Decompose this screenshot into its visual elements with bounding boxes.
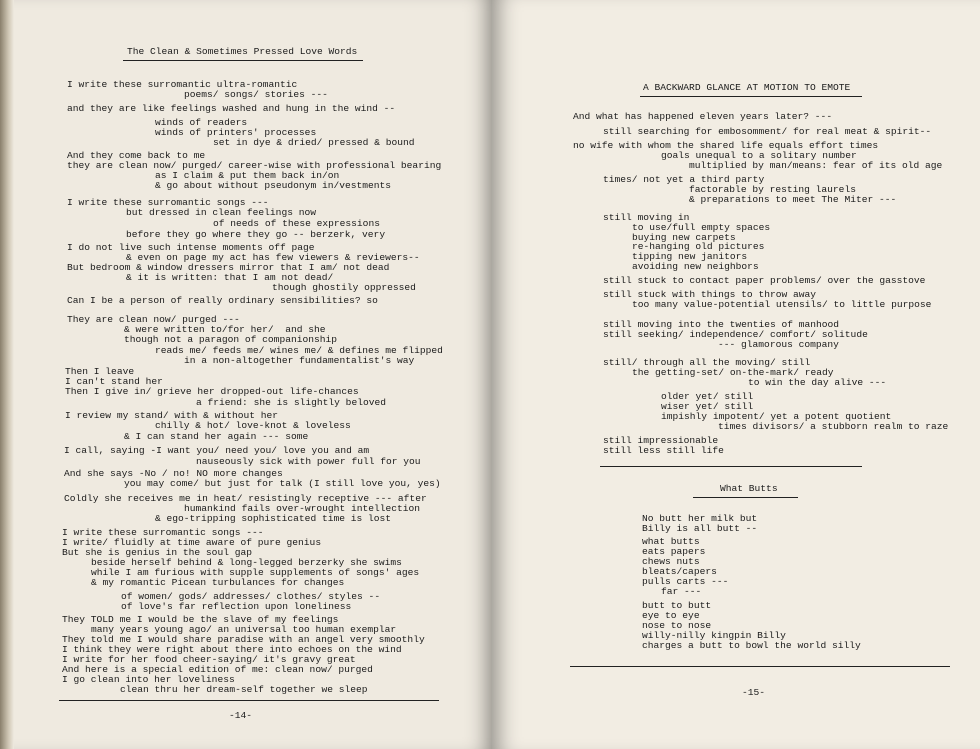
poem-line: & I can stand her again --- some <box>124 431 309 442</box>
poem-line: to win the day alive --- <box>748 377 887 388</box>
poem-line: before they go where they go -- berzerk, very <box>126 229 386 240</box>
title-underline <box>123 60 363 61</box>
poem-line: & go about without pseudonym in/vestments <box>155 180 392 191</box>
book-edge <box>0 0 14 749</box>
poem-line: & ego-tripping sophisticated time is lost <box>155 513 392 524</box>
poem-line: of needs of these expressions <box>213 218 380 229</box>
poem-line: and they are like feelings washed and hung in the wind -- <box>67 103 396 114</box>
poem-line: but dressed in clean feelings now <box>126 207 316 218</box>
poem-line: They told me I would share paradise with an angel very smoothly <box>62 634 425 645</box>
poem-line: the getting-set/ on-the-mark/ ready <box>632 367 834 378</box>
poem-line: I write for her food cheer-saying/ it's gravy great <box>62 654 356 665</box>
poem-line: I review my stand/ with & without her <box>65 410 279 421</box>
poem-line: nose to nose <box>642 620 712 631</box>
poem-line: multiplied by man/means: fear of its old age <box>689 160 943 171</box>
poem-line: they are clean now/ purged/ career-wise with professional bearing <box>67 160 442 171</box>
poem-line: buying new carpets <box>632 232 736 243</box>
poem-line: still seeking/ independence/ comfort/ solitude <box>603 329 868 340</box>
poem-line: Then I leave <box>65 366 135 377</box>
right-poem-title: A BACKWARD GLANCE AT MOTION TO EMOTE <box>643 82 851 93</box>
poem-line: No butt her milk but <box>642 513 758 524</box>
poem-line: And they come back to me <box>67 150 206 161</box>
poem-line: And what has happened eleven years later? --- <box>573 111 833 122</box>
poem-line: I call, saying -I want you/ need you/ love you and am <box>64 445 370 456</box>
poem-line: set in dye & dried/ pressed & bound <box>213 137 415 148</box>
poem-line: older yet/ still <box>661 391 754 402</box>
poem-line: I go clean into her loveliness <box>62 674 235 685</box>
poem-line: winds of readers <box>155 117 248 128</box>
poem-line: They are clean now/ purged --- <box>67 314 240 325</box>
poem-line: bleats/capers <box>642 566 717 577</box>
poem-line: I think they were right about there into echoes on the wind <box>62 644 402 655</box>
poem-line: a friend: she is slightly beloved <box>196 397 386 408</box>
poem-line: times/ not yet a third party <box>603 174 765 185</box>
right-page <box>492 0 980 749</box>
footer-rule <box>570 666 950 667</box>
poem-line: too many value-potential utensils/ to little purpose <box>632 299 932 310</box>
poem-line: I write these surromantic songs --- <box>62 527 264 538</box>
poem-line: re-hanging old pictures <box>632 241 765 252</box>
poem-line: I can't stand her <box>65 376 163 387</box>
poem-line: still moving into the twenties of manhood <box>603 319 840 330</box>
title-underline <box>693 497 798 498</box>
poem-line: no wife with whom the shared life equals effort times <box>573 140 879 151</box>
poem-line: still stuck with things to throw away <box>603 289 817 300</box>
poem-line: charges a butt to bowl the world silly <box>642 640 861 651</box>
poem-line: still moving in <box>603 212 690 223</box>
poem-line: though ghostily oppressed <box>272 282 416 293</box>
poem-line: reads me/ feeds me/ wines me/ & defines me flipped <box>155 345 443 356</box>
poem-line: & were written to/for her/ and she <box>124 324 326 335</box>
poem-line: factorable by resting laurels <box>689 184 856 195</box>
poem-line: clean thru her dream-self together we sleep <box>120 684 368 695</box>
poem-line: pulls carts --- <box>642 576 729 587</box>
poem-line: still searching for embosomment/ for real meat & spirit-- <box>603 126 932 137</box>
poem-line: what butts <box>642 536 700 547</box>
poem-line: They TOLD me I would be the slave of my feelings <box>62 614 339 625</box>
poem-line: nauseously sick with power full for you <box>196 456 421 467</box>
poem-line: & preparations to meet The Miter --- <box>689 194 897 205</box>
poem-line: times divisors/ a stubborn realm to raze <box>718 421 949 432</box>
poem-line: still stuck to contact paper problems/ over the gasstove <box>603 275 926 286</box>
poem-line: Can I be a person of really ordinary sensibilities? so <box>67 295 378 306</box>
poem-line: of women/ gods/ addresses/ clothes/ styles -- <box>121 591 381 602</box>
page-number: -14- <box>229 710 253 721</box>
poem-line: wiser yet/ still <box>661 401 754 412</box>
poem-line: many years young ago/ an universal too human exemplar <box>91 624 397 635</box>
poem-line: But bedroom & window dressers mirror that I am/ not dead <box>67 262 390 273</box>
poem-line: I do not live such intense moments off page <box>67 242 315 253</box>
poem-line: of love's far reflection upon loneliness <box>121 601 352 612</box>
poem-line: poems/ songs/ stories --- <box>184 89 328 100</box>
poem-line: Then I give in/ grieve her dropped-out life-chances <box>65 386 359 397</box>
poem-line: as I claim & put them back in/on <box>155 170 340 181</box>
poem-line: butt to butt <box>642 600 712 611</box>
poem-line: impishly impotent/ yet a potent quotient <box>661 411 892 422</box>
poem-line: chews nuts <box>642 556 700 567</box>
poem-line: chilly & hot/ love-knot & loveless <box>155 420 351 431</box>
poem-line: & my romantic Picean turbulances for changes <box>91 577 345 588</box>
left-poem-title: The Clean & Sometimes Pressed Love Words <box>127 46 358 57</box>
page-number: -15- <box>742 687 766 698</box>
poem-line: still less still life <box>603 445 724 456</box>
poem-line: winds of printers' processes <box>155 127 317 138</box>
poem-line: tipping new janitors <box>632 251 748 262</box>
poem-line: I write these surromantic ultra-romantic <box>67 79 298 90</box>
poem-line: Coldly she receives me in heat/ resistingly receptive --- after <box>64 493 427 504</box>
footer-rule <box>59 700 439 701</box>
poem-line: far --- <box>661 586 702 597</box>
poem-line: goals unequal to a solitary number <box>661 150 857 161</box>
poem-line: I write these surromantic songs --- <box>67 197 269 208</box>
poem-line: to use/full empty spaces <box>632 222 771 233</box>
poem-line: & even on page my act has few viewers & reviewers-- <box>126 252 420 263</box>
poem-line: still impressionable <box>603 435 719 446</box>
poem-line: Billy is all butt -- <box>642 523 758 534</box>
poem-line: And here is a special edition of me: clean now/ purged <box>62 664 373 675</box>
section-divider <box>600 466 862 467</box>
poem-line: & it is written: that I am not dead/ <box>126 272 334 283</box>
poem-line: though not a paragon of companionship <box>124 334 338 345</box>
poem-line: eats papers <box>642 546 706 557</box>
poem-line: you may come/ but just for talk (I still love you, yes) <box>124 478 441 489</box>
poem-line: in a non-altogether fundamentalist's way <box>184 355 415 366</box>
poem-line: still/ through all the moving/ still <box>603 357 811 368</box>
poem-line: avoiding new neighbors <box>632 261 759 272</box>
poem-line: beside herself behind & long-legged berzerky she swims <box>91 557 402 568</box>
poem-line: willy-nilly kingpin Billy <box>642 630 786 641</box>
poem-line: eye to eye <box>642 610 700 621</box>
poem-line: while I am furious with supple supplements of songs' ages <box>91 567 420 578</box>
title-underline <box>640 96 862 97</box>
poem-line: I write/ fluidly at time aware of pure genius <box>62 537 322 548</box>
second-poem-title: What Butts <box>720 483 778 494</box>
poem-line: But she is genius in the soul gap <box>62 547 252 558</box>
poem-line: humankind fails over-wrought intellection <box>184 503 421 514</box>
poem-line: --- glamorous company <box>718 339 839 350</box>
poem-line: And she says -No / no! NO more changes <box>64 468 283 479</box>
